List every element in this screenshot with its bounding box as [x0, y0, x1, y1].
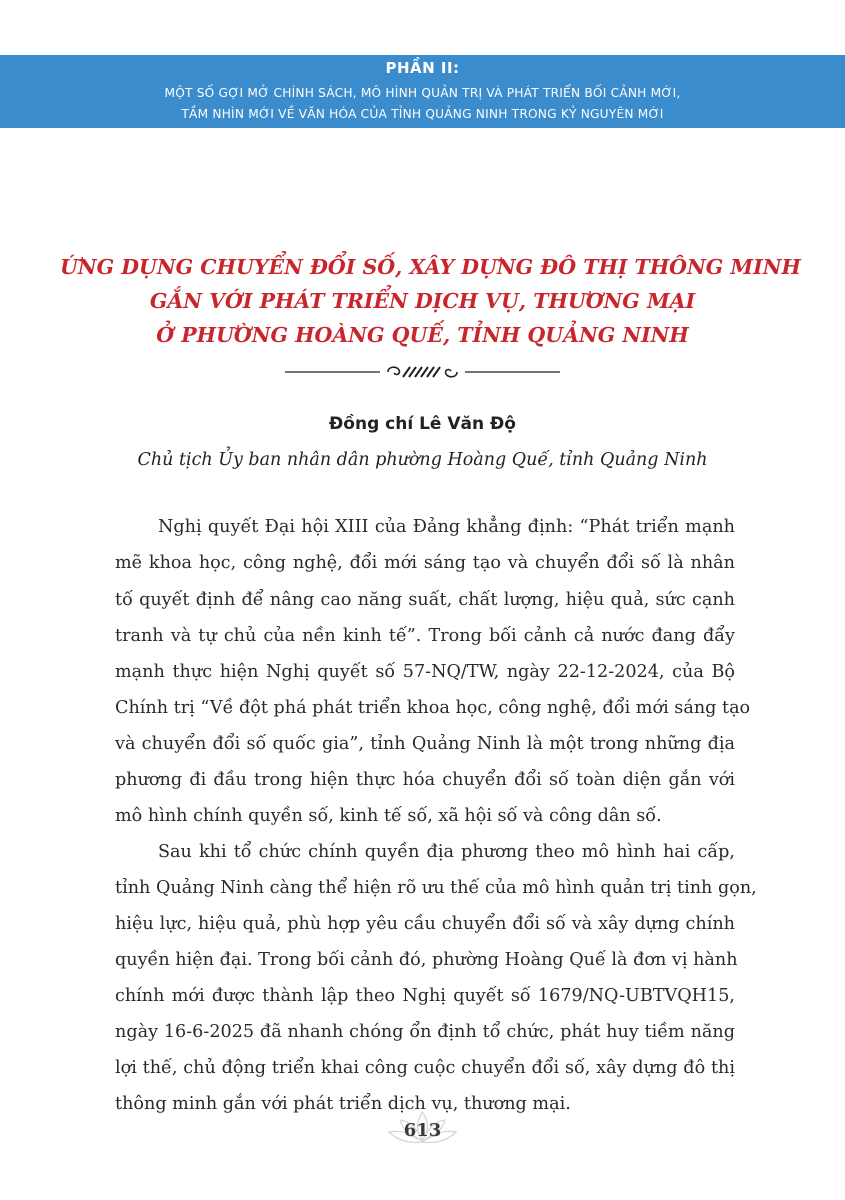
author-role: Chủ tịch Ủy ban nhân dân phường Hoàng Quế, tỉnh Quảng Ninh — [137, 450, 708, 470]
section-header-banner — [0, 55, 845, 128]
body-line: tranh và tự chủ của nền kinh tế”. Trong bối cảnh cả nước đang đẩy — [115, 626, 735, 646]
body-line: và chuyển đổi số quốc gia”, tỉnh Quảng Ninh là một trong những địa — [115, 734, 735, 754]
body-line: mạnh thực hiện Nghị quyết số 57-NQ/TW, ngày 22-12-2024, của Bộ — [115, 662, 735, 682]
body-line: Chính trị “Về đột phá phát triển khoa học, công nghệ, đổi mới sáng tạo — [115, 698, 751, 718]
article-title-line-2: GẮN VỚI PHÁT TRIỂN DỊCH VỤ, THƯƠNG MẠI — [149, 289, 696, 313]
part-label: PHẦN II: — [385, 59, 460, 77]
body-line: thông minh gắn với phát triển dịch vụ, thương mại. — [115, 1094, 571, 1114]
article-title-line-1: ỨNG DỤNG CHUYỂN ĐỔI SỐ, XÂY DỰNG ĐÔ THỊ THÔNG MINH — [60, 255, 801, 279]
body-line: mẽ khoa học, công nghệ, đổi mới sáng tạo và chuyển đổi số là nhân — [115, 553, 735, 573]
article-title-line-3: Ở PHƯỜNG HOÀNG QUẾ, TỈNH QUẢNG NINH — [156, 323, 689, 347]
body-line: quyền hiện đại. Trong bối cảnh đó, phường Hoàng Quế là đơn vị hành — [115, 950, 738, 970]
body-line: hiệu lực, hiệu quả, phù hợp yêu cầu chuyển đổi số và xây dựng chính — [115, 914, 735, 934]
body-line: chính mới được thành lập theo Nghị quyết số 1679/NQ-UBTVQH15, — [115, 986, 735, 1006]
author-name: Đồng chí Lê Văn Độ — [329, 414, 516, 434]
body-line: tỉnh Quảng Ninh càng thể hiện rõ ưu thế của mô hình quản trị tinh gọn, — [115, 878, 757, 898]
body-line: Sau khi tổ chức chính quyền địa phương theo mô hình hai cấp, — [158, 842, 735, 862]
part-subtitle-line-2: TẦM NHÌN MỚI VỀ VĂN HÓA CỦA TỈNH QUẢNG NINH TRONG KỶ NGUYÊN MỚI — [181, 107, 664, 121]
body-line: mô hình chính quyền số, kinh tế số, xã hội số và công dân số. — [115, 806, 662, 826]
body-line: phương đi đầu trong hiện thực hóa chuyển đổi số toàn diện gắn với — [115, 770, 735, 790]
body-line: tố quyết định để nâng cao năng suất, chất lượng, hiệu quả, sức cạnh — [115, 590, 735, 610]
part-subtitle-line-1: MỘT SỐ GỢI MỞ CHÍNH SÁCH, MÔ HÌNH QUẢN TRỊ VÀ PHÁT TRIỂN BỐI CẢNH MỚI, — [164, 86, 681, 100]
body-line: Nghị quyết Đại hội XIII của Đảng khẳng định: “Phát triển mạnh — [158, 517, 735, 537]
page-number: 613 — [403, 1120, 442, 1141]
body-line: ngày 16-6-2025 đã nhanh chóng ổn định tổ chức, phát huy tiềm năng — [115, 1022, 735, 1042]
body-line: lợi thế, chủ động triển khai công cuộc chuyển đổi số, xây dựng đô thị — [115, 1058, 735, 1078]
ornamental-divider-icon — [285, 362, 560, 382]
